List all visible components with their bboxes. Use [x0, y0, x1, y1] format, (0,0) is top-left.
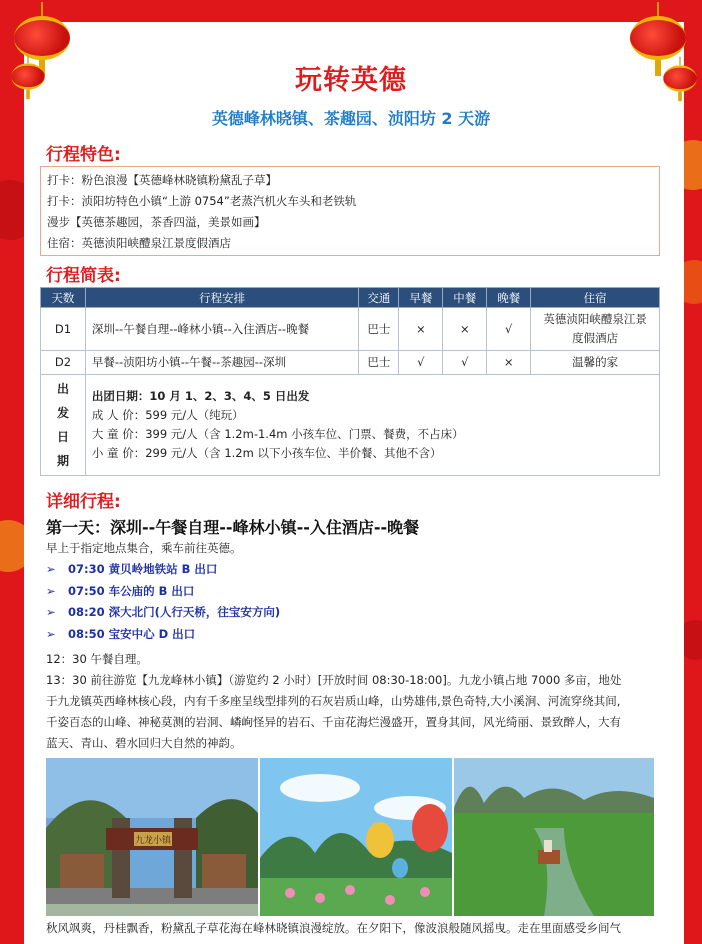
older-child-price: 大 童 价：399 元/人（含 1.2m-1.4m 小孩车位、门票、餐费，不占床）: [91, 427, 464, 441]
lunch-cell: ×: [443, 308, 487, 351]
hotel-cell: 温馨的家: [531, 351, 660, 375]
departure-info: [85, 375, 659, 476]
dinner-cell: ×: [487, 351, 531, 375]
departure-label-char: 期: [56, 454, 69, 468]
detail-heading: 详细行程:: [46, 492, 121, 512]
intro-text: 早上于指定地点集合，乘车前往英德。: [46, 541, 242, 555]
departure-dates: 出团日期：10 月 1、2、3、4、5 日出发: [91, 389, 310, 403]
feature-line: 漫步【英德茶趣园，茶香四溢，美景如画】: [47, 215, 266, 229]
breakfast-cell: √: [399, 351, 443, 375]
feature-line: 住宿：英德浈阳峡醴泉江景度假酒店: [47, 236, 231, 250]
table-row: [41, 308, 660, 351]
tour-description: [46, 670, 666, 754]
column-header: 早餐: [399, 288, 443, 308]
route-cell: 深圳--午餐自理--峰林小镇--入住酒店--晚餐: [85, 308, 359, 351]
pickup-text: 07:50 车公庙的 B 出口: [68, 583, 195, 598]
breakfast-cell: ×: [399, 308, 443, 351]
list-item: ➢ 08:50 宝安中心 D 出口: [46, 626, 196, 641]
feature-line: 打卡：浈阳坊特色小镇“上游 0754”老蒸汽机火车头和老铁轨: [47, 194, 357, 208]
hotel-line: 度假酒店: [572, 331, 619, 345]
photo-town-gate: [46, 758, 258, 916]
column-header: 住宿: [531, 288, 660, 308]
departure-label-char: 发: [56, 406, 69, 420]
feature-line: 打卡：粉色浪漫【英德峰林晓镇粉黛乱子草】: [47, 173, 277, 187]
schedule-heading: 行程简表:: [46, 266, 121, 286]
tour-line: 于九龙镇英西峰林核心段，内有千多座呈线型排列的石灰岩质山峰，山势雄伟,景色奇特,大小溪涧、河流穿绕其间,: [46, 694, 621, 708]
schedule-table: [40, 287, 660, 476]
pickup-text: 08:20 深大北门(人行天桥，往宝安方向): [68, 605, 281, 619]
pickup-text: 08:50 宝安中心 D 出口: [68, 626, 196, 641]
transport-cell: 巴士: [359, 351, 399, 375]
list-item: ➢ 08:20 深大北门(人行天桥，往宝安方向): [46, 605, 281, 619]
departure-label-char: 日: [56, 430, 69, 444]
tour-line: 13：30 前往游览【九龙峰林小镇】（游览约 2 小时）[开放时间 08:30-18:00]。九龙小镇占地 7000 多亩，地处: [46, 673, 622, 687]
list-item: ➢ 07:50 车公庙的 B 出口: [46, 583, 195, 598]
bottom-text: 秋风飒爽，丹桂飘香，粉黛乱子草花海在峰林晓镇浪漫绽放。在夕阳下，像波浪般随风摇曳。走在里面感受乡间气: [46, 921, 621, 935]
day-cell: D2: [41, 351, 86, 375]
pickup-list: [46, 559, 280, 645]
column-header: 行程安排: [85, 288, 359, 308]
pickup-text: 07:30 黄贝岭地铁站 B 出口: [68, 562, 218, 576]
tour-line: 蓝天、青山、碧水回归大自然的神韵。: [46, 736, 242, 750]
features-heading: 行程特色:: [46, 145, 121, 165]
departure-label-char: 出: [56, 382, 69, 396]
adult-price: 成 人 价：599 元/人（纯玩）: [91, 408, 244, 422]
departure-row: [41, 375, 660, 476]
hotel-line: 英德浈阳峡醴泉江景: [543, 312, 647, 326]
lunch-cell: √: [443, 351, 487, 375]
column-header: 天数: [41, 288, 86, 308]
table-header-row: [41, 288, 660, 308]
route-cell: 早餐--浈阳坊小镇--午餐--茶趣园--深圳: [85, 351, 359, 375]
page-title: 玩转英德: [295, 65, 407, 96]
table-row: [41, 351, 660, 375]
day1-title: 第一天：深圳--午餐自理--峰林小镇--入住酒店--晚餐: [46, 518, 420, 537]
gate-sign-text: 九龙小镇: [134, 836, 172, 846]
young-child-price: 小 童 价：299 元/人（含 1.2m 以下小孩车位、半价餐、其他不含）: [91, 446, 442, 460]
column-header: 交通: [359, 288, 399, 308]
tour-line: 千姿百态的山峰、神秘莫测的岩洞、嶙峋怪异的岩石、千亩花海烂漫盛开，置身其间，风光绮丽、景致醉人，大有: [46, 715, 621, 729]
list-item: ➢ 07:30 黄贝岭地铁站 B 出口: [46, 562, 218, 576]
page-subtitle: 英德峰林晓镇、茶趣园、浈阳坊 2 天游: [211, 109, 491, 128]
column-header: 中餐: [443, 288, 487, 308]
column-header: 晚餐: [487, 288, 531, 308]
lunch-text: 12：30 午餐自理。: [46, 652, 148, 666]
hotel-cell: [531, 308, 660, 351]
day-cell: D1: [41, 308, 86, 351]
departure-label: [41, 375, 86, 476]
dinner-cell: √: [487, 308, 531, 351]
transport-cell: 巴士: [359, 308, 399, 351]
features-box: [40, 166, 660, 256]
photo-hot-air-balloons: [260, 758, 452, 916]
photo-lotus-river: [454, 758, 654, 916]
